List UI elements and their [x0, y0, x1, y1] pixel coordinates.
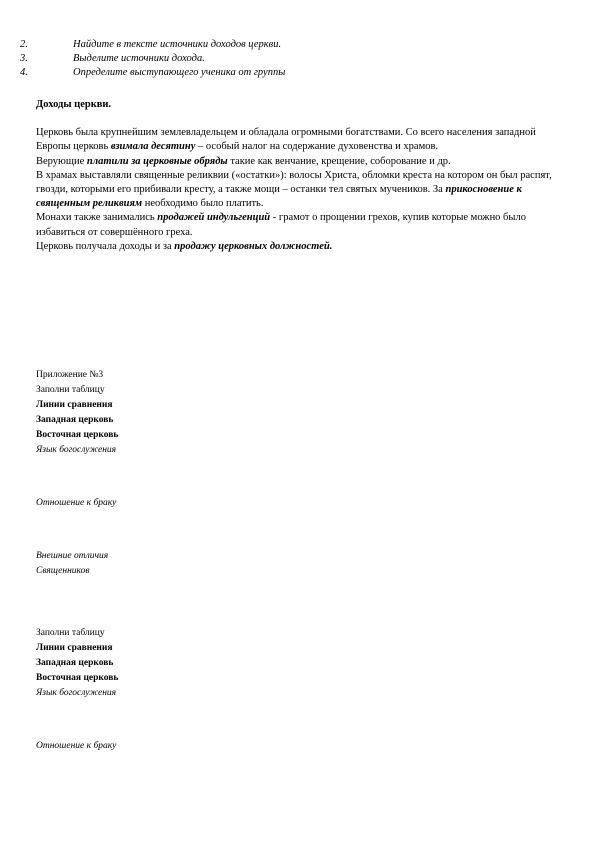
paragraph-text: такие как венчание, крещение, соборование и др. [227, 155, 451, 167]
list-number: 3. [20, 53, 28, 64]
emphasis-text: продажей индульгенций [157, 212, 271, 224]
attitude-to-marriage: Отношение к браку [36, 741, 117, 751]
paragraph [36, 155, 556, 169]
emphasis-text: продажу церковных должностей. [174, 240, 333, 252]
paragraph [36, 240, 556, 254]
eastern-church: Восточная церковь [36, 430, 119, 440]
paragraph [36, 211, 556, 239]
paragraph-text: - грамот о прощении грехов, купив которые можно было избавиться от совершённого греха. [36, 212, 526, 238]
attitude-to-marriage: Отношение к браку [36, 498, 117, 508]
list-number: 2. [20, 39, 28, 50]
paragraph-text: необходимо было платить. [142, 198, 264, 210]
western-church: Западная церковь [36, 658, 114, 668]
appendix-title: Приложение №3 [36, 370, 104, 380]
list-text: Определите выступающего ученика от группы [73, 67, 286, 78]
appendix-block-2 [36, 626, 118, 754]
fill-table-instruction: Заполни таблицу [36, 385, 105, 395]
paragraph-text: Верующие [36, 155, 87, 167]
worship-language: Язык богослужения [36, 688, 117, 698]
lines-of-comparison: Линии сравнения [36, 643, 113, 653]
western-church: Западная церковь [36, 415, 114, 425]
emphasis-text: платили за церковные обряды [86, 155, 228, 167]
emphasis-text: прикосновение к священным реликвиям [36, 184, 522, 210]
paragraph [36, 126, 556, 154]
list-text: Выделите источники дохода. [73, 53, 205, 64]
appendix-block [36, 368, 118, 579]
appearance-label: Внешние отличия [36, 551, 109, 561]
emphasis-text: взимала десятину [110, 141, 196, 153]
fill-table-instruction: Заполни таблицу [36, 628, 105, 638]
article-title: Доходы церкви. [36, 99, 112, 110]
paragraph-text: Церковь получала доходы и за [36, 240, 175, 252]
paragraph-text: Монахи также занимались [36, 212, 158, 224]
paragraph-text: – особый налог на содержание духовенства и храмов. [195, 141, 439, 153]
priests-label: Священников [36, 566, 90, 576]
paragraph [36, 169, 556, 212]
list-text: Найдите в тексте источники доходов церкви. [73, 39, 282, 50]
paragraph-text: В храмах выставляли священные реликвии («остатки»): волосы Христа, обломки креста на котором он был распят, гвозди, которыми его прибивали кресту, а также мощи – останки тел святых мучеников. За [36, 169, 552, 196]
list-number: 4. [20, 67, 28, 78]
worship-language: Язык богослужения [36, 445, 117, 455]
paragraph-text: Церковь была крупнейшим землевладельцем и обладала огромными богатствами. Со всего населения западной Европы церковь [36, 127, 536, 153]
article [36, 98, 556, 254]
lines-of-comparison: Линии сравнения [36, 400, 113, 410]
eastern-church: Восточная церковь [36, 673, 119, 683]
